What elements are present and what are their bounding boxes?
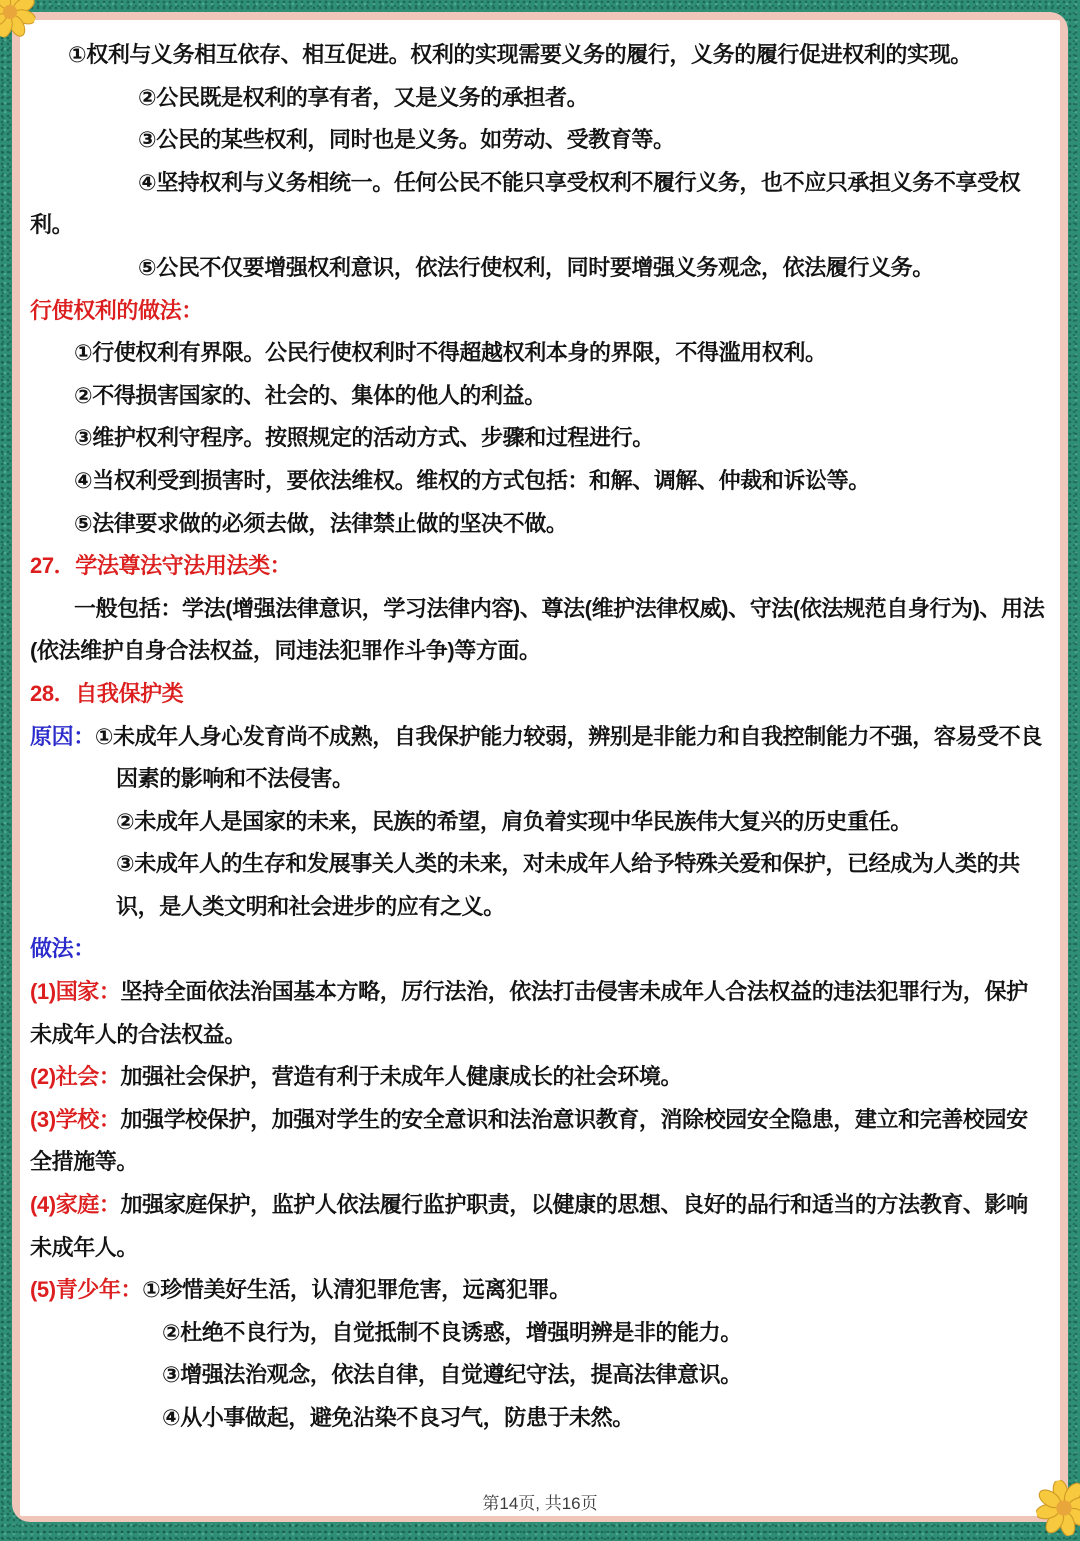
section-27-number: 27． (30, 553, 76, 579)
method-text: 加强学校保护，加强对学生的安全意识和法治意识教育，消除校园安全隐患，建立和完善校园安全措施等。 (30, 1106, 1028, 1175)
reason-text: ①未成年人身心发育尚不成熟，自我保护能力较弱，辨别是非能力和自我控制能力不强，容易受不良因素的影响和不法侵害。 (94, 723, 1042, 792)
method-paragraph-society (30, 1056, 1048, 1099)
exercise-rights-point: ⑤法律要求做的必须去做，法律禁止做的坚决不做。 (74, 510, 568, 536)
rights-duties-point: ②公民既是权利的享有者，又是义务的承担者。 (138, 84, 589, 110)
section-28-heading (30, 673, 1048, 716)
method-label-family: (4)家庭： (30, 1192, 121, 1218)
section-28-number: 28． (30, 680, 76, 706)
method-text: 坚持全面依法治国基本方略，厉行法治，依法打击侵害未成年人合法权益的违法犯罪行为，保护未成年人的合法权益。 (30, 979, 1028, 1047)
method-label-society: (2)社会： (30, 1064, 121, 1090)
method-text: 加强家庭保护，监护人依法履行监护职责，以健康的思想、良好的品行和适当的方法教育、影响未成年人。 (30, 1192, 1028, 1260)
exercise-rights-point: ④当权利受到损害时，要依法维权。维权的方式包括：和解、调解、仲裁和诉讼等。 (74, 467, 870, 493)
footer-page-number: 第14页, 共16页 (482, 1494, 598, 1513)
section-28-title: 自我保护类 (75, 680, 184, 706)
document-content-area (20, 20, 1060, 1516)
reason-paragraph (30, 716, 1048, 801)
flower-icon (1031, 1475, 1080, 1541)
rights-duties-point: ⑤公民不仅要增强权利意识，依法行使权利，同时要增强义务观念，依法履行义务。 (138, 254, 934, 280)
youth-sub-point: ③增强法治观念，依法自律，自觉遵纪守法，提高法律意识。 (162, 1362, 742, 1388)
method-label-school: (3)学校： (30, 1106, 121, 1132)
exercise-rights-point: ①行使权利有界限。公民行使权利时不得超越权利本身的界限，不得滥用权利。 (74, 340, 827, 366)
exercise-rights-point: ③维护权利守程序。按照规定的活动方式、步骤和过程进行。 (74, 425, 654, 451)
rights-duties-point: ④坚持权利与义务相统一。任何公民不能只享受权利不履行义务，也不应只承担义务不享受权利。 (30, 169, 1021, 238)
method-paragraph-youth (30, 1269, 1048, 1312)
rights-duties-point: ①权利与义务相互依存、相互促进。权利的实现需要义务的履行，义务的履行促进权利的实现。 (68, 42, 972, 67)
method-text: 加强社会保护，营造有利于未成年人健康成长的社会环境。 (120, 1064, 683, 1090)
rights-duties-point: ③公民的某些权利，同时也是义务。如劳动、受教育等。 (138, 127, 675, 153)
youth-sub-point: ②杜绝不良行为，自觉抵制不良诱惑，增强明辨是非的能力。 (162, 1319, 742, 1345)
exercise-rights-heading: 行使权利的做法： (30, 297, 203, 323)
method-label-youth: (5)青少年： (30, 1277, 143, 1303)
reason-paragraph: ②未成年人是国家的未来，民族的希望，肩负着实现中华民族伟大复兴的历史重任。 (116, 808, 912, 834)
method-text: ①珍惜美好生活，认清犯罪危害，远离犯罪。 (142, 1277, 571, 1303)
youth-sub-point: ④从小事做起，避免沾染不良习气，防患于未然。 (162, 1405, 634, 1430)
reason-paragraph: ③未成年人的生存和发展事关人类的未来，对未成年人给予特殊关爱和保护，已经成为人类的共识，是人类文明和社会进步的应有之义。 (116, 851, 1020, 919)
method-paragraph-school (30, 1099, 1048, 1184)
method-label: 做法： (30, 936, 95, 962)
section-27-title: 学法尊法守法用法类： (75, 553, 292, 579)
method-label-state: (1)国家： (30, 979, 121, 1005)
exercise-rights-point: ②不得损害国家的、社会的、集体的他人的利益。 (74, 382, 546, 408)
section-27-body: 一般包括：学法(增强法律意识，学习法律内容)、尊法(维护法律权威)、守法(依法规范自身行为)、用法(依法维护自身合法权益，同违法犯罪作斗争)等方面。 (30, 595, 1045, 664)
method-paragraph-family (30, 1184, 1048, 1269)
section-27-heading (30, 545, 1048, 588)
reason-label: 原因： (30, 723, 95, 749)
method-paragraph-state (30, 971, 1048, 1056)
